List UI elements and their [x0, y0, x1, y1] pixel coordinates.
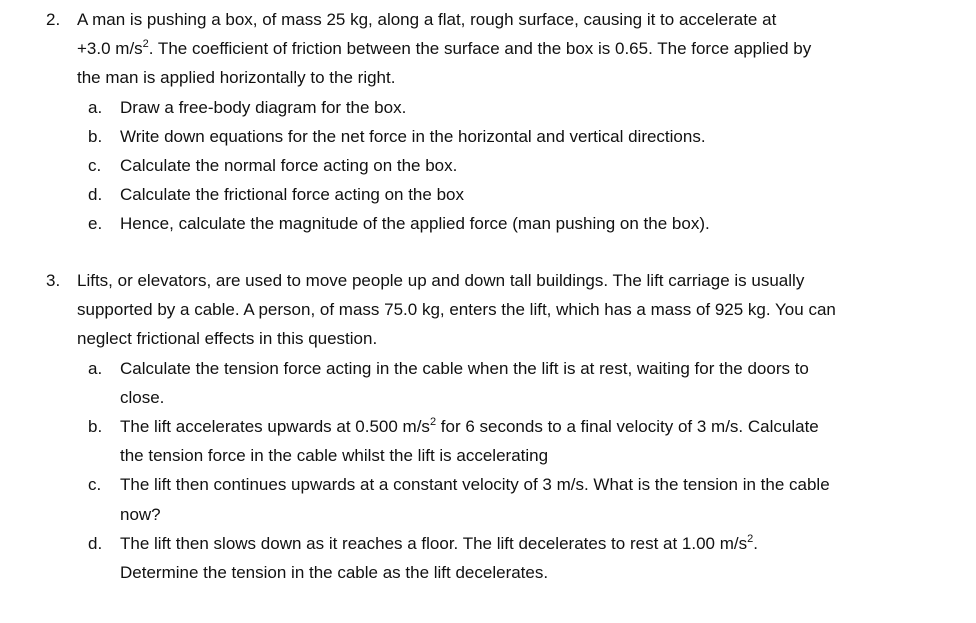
q3-part-d [0, 529, 976, 558]
q3-intro-line-1 [0, 266, 976, 295]
q2-part-b-letter: b. [88, 126, 103, 146]
q2-part-d-text: Calculate the frictional force acting on the box [120, 185, 464, 205]
q2-intro-line-3 [0, 63, 976, 92]
q3-part-a [0, 354, 976, 383]
q3-part-a-text-1: Calculate the tension force acting in the cable when the lift is at rest, waiting for the doors to [120, 358, 809, 378]
q2-number: 2. [46, 10, 61, 29]
q2-part-c-text: Calculate the normal force acting on the box. [120, 155, 458, 175]
q3-number: 3. [46, 271, 61, 290]
q3-part-b-letter: b. [88, 416, 103, 436]
q3-part-c [0, 470, 976, 499]
q3-part-b-text-1: The lift accelerates upwards at 0.500 $m/s^2$ for 6 seconds to a final velocity of 3 m/s. Calculate [120, 415, 819, 436]
q2-part-a [0, 93, 976, 122]
q3-part-b-cont [0, 441, 976, 470]
q2-intro-text-2: +3.0 $m/s^2$. The coefficient of friction between the surface and the box is 0.65. The force applied by [77, 38, 812, 59]
q3-part-b [0, 412, 976, 441]
q3-intro-line-2 [0, 295, 976, 324]
question-3 [0, 266, 976, 587]
q2-intro-text-1: A man is pushing a box, of mass 25 kg, along a flat, rough surface, causing it to accelerate at [77, 10, 777, 29]
q2-part-b-text: Write down equations for the net force in the horizontal and vertical directions. [120, 126, 706, 146]
q2-part-c-letter: c. [88, 155, 102, 175]
q3-part-a-cont [0, 383, 976, 412]
q3-intro-text-2: supported by a cable. A person, of mass 75.0 kg, enters the lift, which has a mass of 925 kg. You can [77, 300, 836, 320]
q2-intro-text-3: the man is applied horizontally to the right. [77, 68, 396, 88]
q3-part-c-text-1: The lift then continues upwards at a constant velocity of 3 m/s. What is the tension in the cable [120, 475, 830, 495]
q2-part-e [0, 209, 976, 238]
q2-part-d [0, 180, 976, 209]
q3-intro-text-1: Lifts, or elevators, are used to move people up and down tall buildings. The lift carriage is usually [77, 271, 805, 290]
q3-part-d-cont [0, 558, 976, 587]
q2-part-e-letter: e. [88, 214, 103, 234]
q3-part-d-text-2: Determine the tension in the cable as the lift decelerates. [120, 562, 549, 582]
q2-part-b [0, 122, 976, 151]
q3-part-c-cont [0, 500, 976, 529]
q3-part-a-text-2: close. [120, 387, 165, 407]
q3-part-a-letter: a. [88, 358, 103, 378]
q3-part-c-letter: c. [88, 475, 102, 495]
q2-part-a-letter: a. [88, 97, 103, 117]
q2-intro-line-1 [0, 5, 976, 34]
q2-intro-line-2 [0, 34, 976, 63]
q2-part-e-text: Hence, calculate the magnitude of the applied force (man pushing on the box). [120, 214, 710, 234]
q2-part-d-letter: d. [88, 185, 103, 205]
q3-part-b-text-2: the tension force in the cable whilst the lift is accelerating [120, 446, 549, 466]
q2-part-c [0, 151, 976, 180]
q3-intro-text-3: neglect frictional effects in this question. [77, 329, 378, 349]
q3-part-c-text-2: now? [120, 504, 161, 524]
question-2 [0, 5, 976, 239]
q3-part-d-text-1: The lift then slows down as it reaches a floor. The lift decelerates to rest at 1.00 $m/s^2$. [120, 532, 758, 553]
q3-part-d-letter: d. [88, 533, 103, 553]
q3-intro-line-3 [0, 324, 976, 353]
q2-part-a-text: Draw a free-body diagram for the box. [120, 97, 407, 117]
